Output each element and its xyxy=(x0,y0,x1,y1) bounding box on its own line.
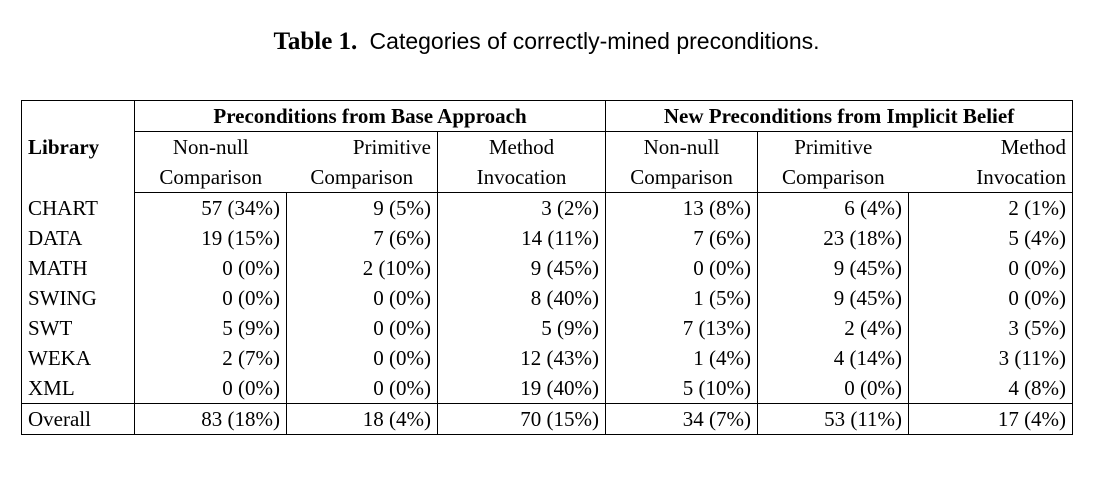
table-row xyxy=(22,313,1073,343)
library-header: Library xyxy=(22,101,135,193)
table-cell: 18 (4%) xyxy=(287,404,438,435)
table-cell: 1 (4%) xyxy=(606,343,758,373)
table-cell: 2 (1%) xyxy=(909,193,1073,224)
column-header: Invocation xyxy=(909,162,1073,193)
table-cell: 0 (0%) xyxy=(287,373,438,404)
results-table xyxy=(21,100,1073,435)
library-cell: SWING xyxy=(22,283,135,313)
table-cell: 83 (18%) xyxy=(135,404,287,435)
table-row xyxy=(22,253,1073,283)
table-row xyxy=(22,283,1073,313)
table-cell: 9 (5%) xyxy=(287,193,438,224)
table-cell: 0 (0%) xyxy=(287,283,438,313)
table-cell: 7 (13%) xyxy=(606,313,758,343)
table-cell: 4 (8%) xyxy=(909,373,1073,404)
table-cell: 7 (6%) xyxy=(606,223,758,253)
library-cell: DATA xyxy=(22,223,135,253)
table-cell: 0 (0%) xyxy=(606,253,758,283)
table-cell: 12 (43%) xyxy=(438,343,606,373)
table-cell: 3 (5%) xyxy=(909,313,1073,343)
column-header: Comparison xyxy=(758,162,909,193)
table-row xyxy=(22,223,1073,253)
table-cell: 57 (34%) xyxy=(135,193,287,224)
library-cell: Overall xyxy=(22,404,135,435)
table-cell: 19 (40%) xyxy=(438,373,606,404)
caption-text: Categories of correctly-mined preconditions. xyxy=(369,28,820,54)
caption-label: Table 1. xyxy=(273,28,358,55)
table-cell: 5 (10%) xyxy=(606,373,758,404)
table-cell: 3 (2%) xyxy=(438,193,606,224)
table-cell: 9 (45%) xyxy=(758,253,909,283)
table-cell: 0 (0%) xyxy=(287,343,438,373)
group-header-base: Preconditions from Base Approach xyxy=(135,101,606,132)
library-cell: XML xyxy=(22,373,135,404)
table-caption xyxy=(0,28,1093,56)
table-cell: 53 (11%) xyxy=(758,404,909,435)
overall-row xyxy=(22,404,1073,435)
table-cell: 7 (6%) xyxy=(287,223,438,253)
column-header: Comparison xyxy=(135,162,287,193)
column-header: Invocation xyxy=(438,162,606,193)
table-cell: 8 (40%) xyxy=(438,283,606,313)
table-cell: 70 (15%) xyxy=(438,404,606,435)
table-cell: 13 (8%) xyxy=(606,193,758,224)
table-cell: 2 (4%) xyxy=(758,313,909,343)
table-row xyxy=(22,373,1073,404)
column-header: Non-null xyxy=(172,135,249,159)
table-row xyxy=(22,193,1073,224)
table-cell: 1 (5%) xyxy=(606,283,758,313)
table-cell: 34 (7%) xyxy=(606,404,758,435)
table-cell: 2 (10%) xyxy=(287,253,438,283)
column-header: Non-null xyxy=(606,132,758,163)
table-cell: 0 (0%) xyxy=(758,373,909,404)
table-cell: 17 (4%) xyxy=(909,404,1073,435)
table-cell: 6 (4%) xyxy=(758,193,909,224)
table-cell: 19 (15%) xyxy=(135,223,287,253)
table-cell: 0 (0%) xyxy=(909,253,1073,283)
table-cell: 0 (0%) xyxy=(135,283,287,313)
library-cell: WEKA xyxy=(22,343,135,373)
table-cell: 0 (0%) xyxy=(135,253,287,283)
column-header: Method xyxy=(909,132,1073,163)
table-cell: 0 (0%) xyxy=(287,313,438,343)
table-cell: 4 (14%) xyxy=(758,343,909,373)
library-cell: CHART xyxy=(22,193,135,224)
library-cell: MATH xyxy=(22,253,135,283)
table-cell: 9 (45%) xyxy=(758,283,909,313)
table-cell: 9 (45%) xyxy=(438,253,606,283)
table-row xyxy=(22,343,1073,373)
table-cell: 14 (11%) xyxy=(438,223,606,253)
column-header: Method xyxy=(438,132,606,163)
table-cell: 5 (9%) xyxy=(135,313,287,343)
table-cell: 2 (7%) xyxy=(135,343,287,373)
library-cell: SWT xyxy=(22,313,135,343)
column-header: Comparison xyxy=(287,162,438,193)
group-header-implicit: New Preconditions from Implicit Belief xyxy=(606,101,1073,132)
table-cell: 0 (0%) xyxy=(909,283,1073,313)
table-cell: 3 (11%) xyxy=(909,343,1073,373)
table-cell: 0 (0%) xyxy=(135,373,287,404)
column-header: Comparison xyxy=(606,162,758,193)
table-cell: 5 (9%) xyxy=(438,313,606,343)
table-cell: 5 (4%) xyxy=(909,223,1073,253)
table-cell: 23 (18%) xyxy=(758,223,909,253)
column-header: Primitive xyxy=(287,132,438,163)
column-header: Primitive xyxy=(794,135,873,159)
